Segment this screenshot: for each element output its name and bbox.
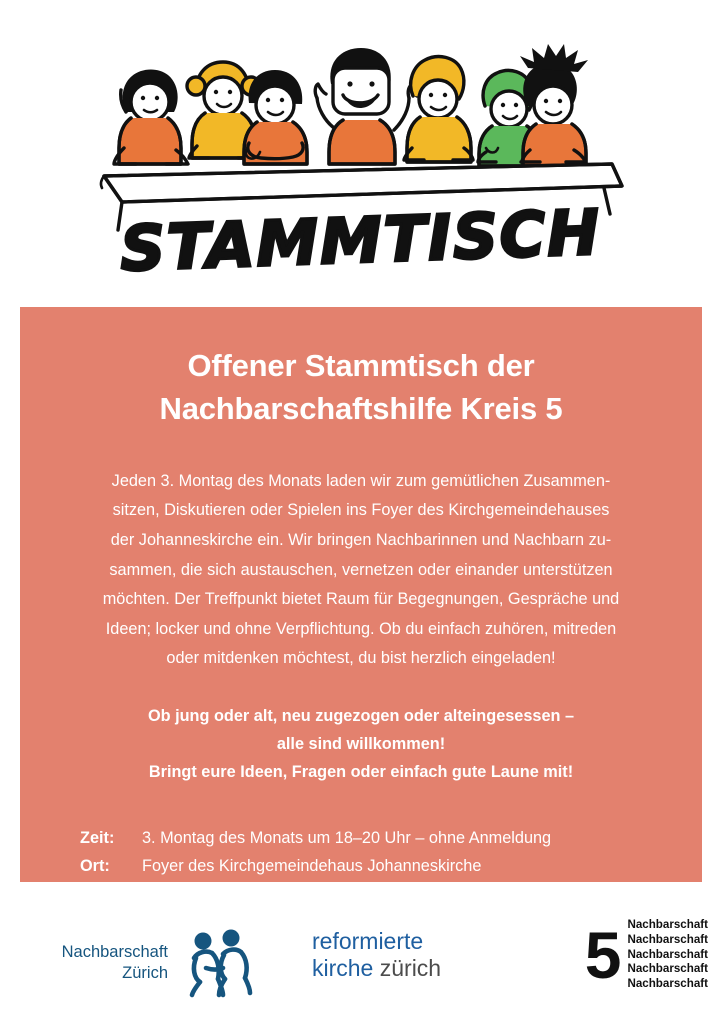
logo-rkz-line-2 xyxy=(312,955,482,982)
description-line: Ideen; locker und ohne Verpflichtung. Ob du einfach zuhören, mitreden xyxy=(105,619,617,638)
description-line: sitzen, Diskutieren oder Spielen ins Foyer des Kirchgemeindehauses xyxy=(112,501,610,520)
detail-value-time: 3. Montag des Monats um 18–20 Uhr – ohne Anmeldung xyxy=(142,829,552,848)
logo-kreis5-nachbarschaft xyxy=(585,918,708,992)
highlight-line: Bringt eure Ideen, Fragen oder einfach gute Laune mit! xyxy=(148,763,574,782)
poster-illustration xyxy=(0,0,722,300)
detail-value-info: Miriam Moser – kreis5@nachbarschaftshilfte.ch – 044 275 20 15 xyxy=(142,885,608,904)
event-details xyxy=(56,824,666,909)
description-line: sammen, die sich austauschen, vernetzen oder einander unterstützen xyxy=(109,560,613,579)
logo-kreis5-line: Nachbarschaft xyxy=(627,977,708,991)
logo-nachbarschaft-zuerich xyxy=(28,922,278,1002)
figure-5 xyxy=(404,57,473,162)
people-at-table-illustration xyxy=(0,0,722,300)
logo-kreis5-lines xyxy=(627,918,708,992)
poster-content-panel xyxy=(20,307,702,904)
logo-rkz-zuerich: zürich xyxy=(379,955,442,982)
highlight-line: alle sind willkommen! xyxy=(276,735,446,754)
logo-nz-line-1: Nachbarschaft xyxy=(61,943,168,961)
highlight-paragraph xyxy=(56,702,666,786)
page-title-line-1: Offener Stammtisch der xyxy=(187,348,535,383)
detail-label-location: Ort: xyxy=(80,857,110,876)
two-people-icon xyxy=(176,928,268,998)
logo-reformierte-kirche-zuerich xyxy=(312,928,482,982)
description-paragraph xyxy=(56,467,666,675)
logo-kreis5-line: Nachbarschaft xyxy=(627,962,708,976)
detail-value-location: Foyer des Kirchgemeindehaus Johanneskirche xyxy=(142,857,482,876)
stammtisch-text: STAMMTISCH xyxy=(119,195,603,286)
detail-label-info: Info: xyxy=(80,885,116,904)
logo-rkz-line-1: reformierte xyxy=(312,928,424,954)
figure-4 xyxy=(315,48,417,164)
logo-kreis5-digit: 5 xyxy=(584,918,620,993)
logo-nachbarschaft-zuerich-text xyxy=(28,942,168,984)
logo-nz-line-2: Zürich xyxy=(122,964,168,983)
logo-kreis5-line: Nachbarschaft xyxy=(627,918,708,931)
description-line: möchten. Der Treffpunkt bietet Raum für Begegnungen, Gespräche und xyxy=(102,590,620,609)
logo-kreis5-line: Nachbarschaft xyxy=(627,947,708,961)
logo-kreis5-line: Nachbarschaft xyxy=(627,932,708,946)
description-line: oder mitdenken möchtest, du bist herzlich eingeladen! xyxy=(166,649,556,668)
logo-rkz-kirche: kirche xyxy=(312,955,374,982)
detail-row-time xyxy=(80,824,666,852)
footer-logos xyxy=(0,900,722,1024)
description-line: Jeden 3. Montag des Monats laden wir zum gemütlichen Zusammen- xyxy=(111,471,611,490)
page-title-line-2: Nachbarschaftshilfe Kreis 5 xyxy=(159,390,563,426)
figure-1 xyxy=(114,69,188,164)
highlight-line: Ob jung oder alt, neu zugezogen oder alteingesessen – xyxy=(147,707,575,726)
detail-label-time: Zeit: xyxy=(80,829,115,848)
detail-row-location xyxy=(80,852,666,880)
figure-3 xyxy=(244,70,307,164)
figure-7 xyxy=(520,44,588,166)
page-title xyxy=(56,345,666,431)
stammtisch-wordmark xyxy=(119,196,602,286)
description-line: der Johanneskirche ein. Wir bringen Nachbarinnen und Nachbarn zu- xyxy=(110,530,612,549)
